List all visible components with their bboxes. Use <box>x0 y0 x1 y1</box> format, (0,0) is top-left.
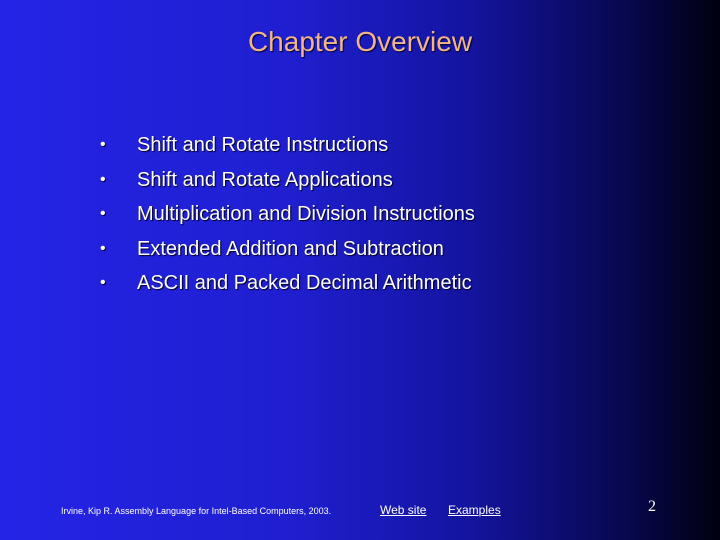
bullet-dot-icon: • <box>100 136 106 153</box>
examples-link[interactable]: Examples <box>448 503 501 517</box>
bullet-item <box>100 266 475 301</box>
bullet-item <box>100 232 475 267</box>
bullet-item <box>100 163 475 198</box>
bullet-text: Multiplication and Division Instructions <box>137 203 475 225</box>
bullet-text: Extended Addition and Subtraction <box>137 237 444 260</box>
bullet-dot-icon: • <box>100 205 106 222</box>
footer-citation: Irvine, Kip R. Assembly Language for Intel-Based Computers, 2003. <box>61 506 332 516</box>
bullet-dot-icon: • <box>100 239 106 257</box>
bullet-text: Shift and Rotate Applications <box>137 168 393 191</box>
bullet-text: ASCII and Packed Decimal Arithmetic <box>137 272 472 294</box>
bullet-dot-icon: • <box>100 274 106 291</box>
bullet-dot-icon: • <box>100 170 106 188</box>
bullet-list <box>100 128 475 301</box>
bullet-item <box>100 197 475 232</box>
bullet-text: Shift and Rotate Instructions <box>137 134 389 156</box>
slide-title: Chapter Overview <box>247 26 473 57</box>
web-site-link[interactable]: Web site <box>380 503 427 517</box>
page-number: 2 <box>648 498 656 515</box>
bullet-item <box>100 128 475 163</box>
